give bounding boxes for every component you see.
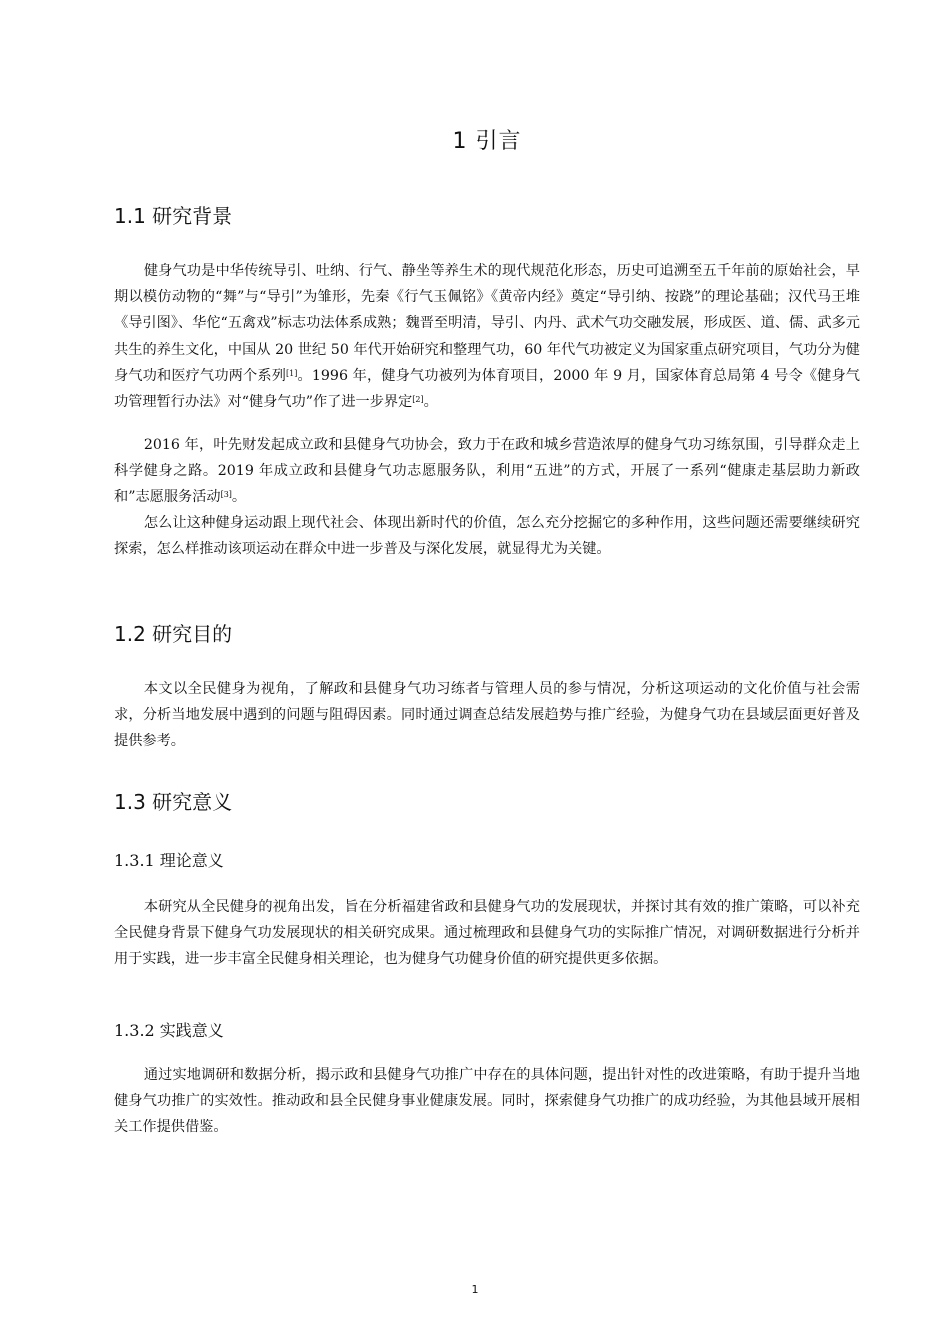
paragraph-background-3: 怎么让这种健身运动跟上现代社会、体现出新时代的价值，怎么充分挖掘它的多种作用，这些问题还需要继续研究探索，怎么样推动该项运动在群众中进一步普及与深化发展，就显得尤为关键。 — [114, 515, 860, 558]
paragraph-theory: 本研究从全民健身的视角出发，旨在分析福建省政和县健身气功的发展现状，并探讨其有效的推广策略，可以补充全民健身背景下健身气功发展现状的相关研究成果。通过梳理政和县健身气功的实际推广情况，对调研数据进行分析并用于实践，进一步丰富全民健身相关理论，也为健身气功健身价值的研究提供更多依据。 — [114, 899, 860, 968]
subsection-heading-theory: 1.3.1 理论意义 — [114, 851, 224, 870]
paragraph-background-2: 2016 年，叶先财发起成立政和县健身气功协会，致力于在政和城乡营造浓厚的健身气功习练氛围，引导群众走上科学健身之路。2019 年成立政和县健身气功志愿服务队，利用“五进”的方式，开展了一系列“健康走基层助力新政和”志愿服务活动[3]。 — [114, 437, 860, 506]
subsection-heading-practice: 1.3.2 实践意义 — [114, 1021, 224, 1040]
citation-3[interactable]: [3] — [220, 490, 232, 500]
section-heading-background: 1.1 研究背景 — [114, 204, 233, 228]
section-heading-significance: 1.3 研究意义 — [114, 790, 233, 814]
paragraph-purpose: 本文以全民健身为视角，了解政和县健身气功习练者与管理人员的参与情况，分析这项运动的文化价值与社会需求，分析当地发展中遇到的问题与阻碍因素。同时通过调查总结发展趋势与推广经验，为健身气功在县域层面更好普及提供参考。 — [114, 681, 860, 750]
section-heading-purpose: 1.2 研究目的 — [114, 622, 233, 646]
paragraph-background-1: 健身气功是中华传统导引、吐纳、行气、静坐等养生术的现代规范化形态，历史可追溯至五千年前的原始社会，早期以模仿动物的“舞”与“导引”为雏形，先秦《行气玉佩铭》《黄帝内经》奠定“导引纳、按跷”的理论基础；汉代马王堆《导引图》、华佗“五禽戏”标志功法体系成熟；魏晋至明清，导引、内丹、武术气功交融发展，形成医、道、儒、武多元共生的养生文化，中国从 20 世纪 50 年代开始研究和整理气功，60 年代气功被定义为国家重点研究项目，气功分为健身气功和医疗气功两个系列[1]。1996 年，健身气功被列为体育项目，2000 年 9 月，国家体育总局第 4 号令《健身气功管理暂行办法》对“健身气功”作了进一步界定[2]。 — [114, 263, 860, 411]
paragraph-practice: 通过实地调研和数据分析，揭示政和县健身气功推广中存在的具体问题，提出针对性的改进策略，有助于提升当地健身气功推广的实效性。推动政和县全民健身事业健康发展。同时，探索健身气功推广的成功经验，为其他县域开展相关工作提供借鉴。 — [114, 1067, 860, 1136]
page-number: 1 — [471, 1283, 479, 1296]
chapter-title: 1 引言 — [452, 129, 522, 154]
citation-2[interactable]: [2] — [412, 395, 424, 405]
citation-1[interactable]: [1] — [286, 368, 298, 378]
